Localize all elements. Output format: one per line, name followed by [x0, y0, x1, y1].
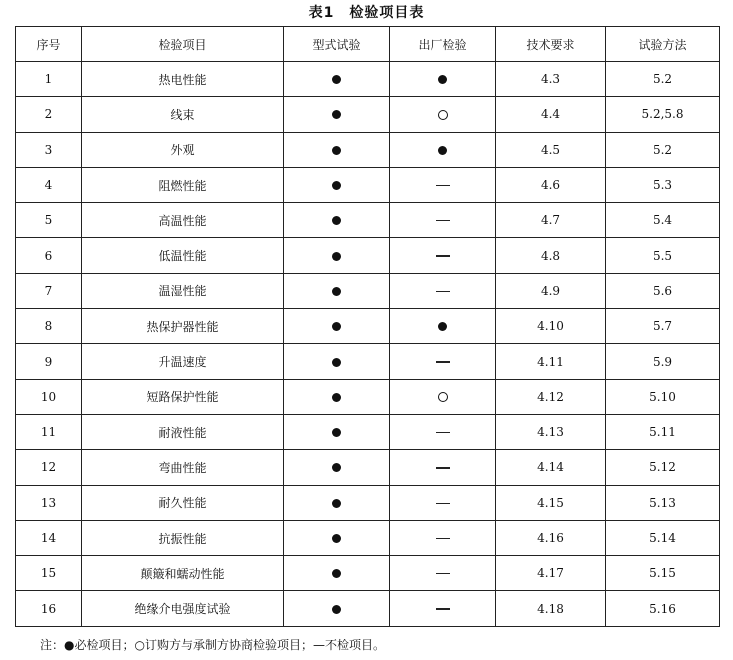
filled-circle-icon	[332, 358, 341, 367]
row-no: 10	[16, 379, 82, 414]
dash-icon	[436, 255, 450, 256]
row-factory-test	[390, 344, 496, 379]
row-factory-test	[390, 97, 496, 132]
filled-circle-icon	[332, 75, 341, 84]
row-type-test	[284, 62, 390, 97]
row-item: 弯曲性能	[82, 450, 284, 485]
table-row	[16, 132, 720, 167]
table-row	[16, 238, 720, 273]
filled-circle-icon	[332, 216, 341, 225]
row-no: 2	[16, 97, 82, 132]
table-row	[16, 414, 720, 449]
dash-icon	[436, 608, 450, 609]
dash-icon	[436, 220, 450, 221]
filled-circle-icon	[332, 146, 341, 155]
filled-circle-icon	[332, 181, 341, 190]
row-item: 温湿性能	[82, 273, 284, 308]
table-row	[16, 379, 720, 414]
row-no: 9	[16, 344, 82, 379]
table-row	[16, 97, 720, 132]
dash-icon	[436, 538, 450, 539]
row-type-test	[284, 203, 390, 238]
filled-circle-icon	[332, 393, 341, 402]
row-no: 4	[16, 167, 82, 202]
table-body	[16, 62, 720, 627]
filled-circle-icon	[332, 322, 341, 331]
header-tech-req: 技术要求	[496, 27, 606, 62]
filled-circle-icon	[332, 499, 341, 508]
dash-icon	[436, 361, 450, 362]
row-method: 5.11	[606, 414, 720, 449]
table-row	[16, 203, 720, 238]
row-no: 11	[16, 414, 82, 449]
row-type-test	[284, 414, 390, 449]
row-tech-req: 4.18	[496, 591, 606, 626]
row-method: 5.13	[606, 485, 720, 520]
filled-circle-icon	[332, 569, 341, 578]
row-type-test	[284, 450, 390, 485]
row-method: 5.15	[606, 556, 720, 591]
table-row	[16, 273, 720, 308]
row-factory-test	[390, 556, 496, 591]
row-no: 12	[16, 450, 82, 485]
table-row	[16, 556, 720, 591]
row-method: 5.7	[606, 309, 720, 344]
filled-circle-icon	[438, 75, 447, 84]
dash-icon	[436, 503, 450, 504]
row-type-test	[284, 591, 390, 626]
dash-icon	[436, 467, 450, 468]
table-title: 表1 检验项目表	[308, 5, 425, 21]
table-row	[16, 167, 720, 202]
filled-circle-icon	[332, 428, 341, 437]
row-item: 热保护器性能	[82, 309, 284, 344]
row-type-test	[284, 167, 390, 202]
row-method: 5.12	[606, 450, 720, 485]
table-row	[16, 591, 720, 626]
row-tech-req: 4.5	[496, 132, 606, 167]
row-tech-req: 4.13	[496, 414, 606, 449]
row-no: 15	[16, 556, 82, 591]
row-item: 线束	[82, 97, 284, 132]
row-no: 5	[16, 203, 82, 238]
row-method: 5.5	[606, 238, 720, 273]
row-type-test	[284, 520, 390, 555]
row-item: 热电性能	[82, 62, 284, 97]
dash-icon	[436, 573, 450, 574]
row-tech-req: 4.3	[496, 62, 606, 97]
row-type-test	[284, 379, 390, 414]
row-factory-test	[390, 62, 496, 97]
row-no: 8	[16, 309, 82, 344]
row-factory-test	[390, 167, 496, 202]
header-no: 序号	[16, 27, 82, 62]
row-item: 外观	[82, 132, 284, 167]
row-no: 1	[16, 62, 82, 97]
row-tech-req: 4.9	[496, 273, 606, 308]
row-tech-req: 4.16	[496, 520, 606, 555]
table-footnote: 注：●必检项目；○订购方与承制方协商检验项目；—不检项目。	[40, 638, 385, 652]
row-method: 5.2	[606, 132, 720, 167]
row-factory-test	[390, 520, 496, 555]
table-row	[16, 309, 720, 344]
dash-icon	[436, 291, 450, 292]
row-no: 16	[16, 591, 82, 626]
row-item: 短路保护性能	[82, 379, 284, 414]
filled-circle-icon	[332, 110, 341, 119]
dash-icon	[436, 185, 450, 186]
row-factory-test	[390, 238, 496, 273]
row-no: 7	[16, 273, 82, 308]
row-tech-req: 4.12	[496, 379, 606, 414]
filled-circle-icon	[332, 252, 341, 261]
row-factory-test	[390, 591, 496, 626]
row-tech-req: 4.17	[496, 556, 606, 591]
table-row	[16, 62, 720, 97]
header-item: 检验项目	[82, 27, 284, 62]
row-type-test	[284, 273, 390, 308]
header-type-test: 型式试验	[284, 27, 390, 62]
row-type-test	[284, 556, 390, 591]
row-factory-test	[390, 309, 496, 344]
row-factory-test	[390, 450, 496, 485]
row-factory-test	[390, 414, 496, 449]
row-tech-req: 4.11	[496, 344, 606, 379]
row-tech-req: 4.7	[496, 203, 606, 238]
row-factory-test	[390, 132, 496, 167]
row-tech-req: 4.15	[496, 485, 606, 520]
row-item: 抗振性能	[82, 520, 284, 555]
row-factory-test	[390, 273, 496, 308]
row-factory-test	[390, 203, 496, 238]
header-method: 试验方法	[606, 27, 720, 62]
filled-circle-icon	[332, 605, 341, 614]
row-method: 5.16	[606, 591, 720, 626]
row-item: 绝缘介电强度试验	[82, 591, 284, 626]
row-method: 5.14	[606, 520, 720, 555]
row-type-test	[284, 344, 390, 379]
row-item: 耐久性能	[82, 485, 284, 520]
table-header-row	[16, 27, 720, 62]
header-factory-test: 出厂检验	[390, 27, 496, 62]
row-method: 5.10	[606, 379, 720, 414]
row-type-test	[284, 132, 390, 167]
row-item: 阻燃性能	[82, 167, 284, 202]
row-factory-test	[390, 485, 496, 520]
row-item: 低温性能	[82, 238, 284, 273]
filled-circle-icon	[332, 287, 341, 296]
row-no: 14	[16, 520, 82, 555]
filled-circle-icon	[332, 463, 341, 472]
open-circle-icon	[438, 392, 448, 402]
row-method: 5.9	[606, 344, 720, 379]
row-item: 颠簸和蠕动性能	[82, 556, 284, 591]
table-row	[16, 520, 720, 555]
row-tech-req: 4.4	[496, 97, 606, 132]
row-tech-req: 4.8	[496, 238, 606, 273]
row-tech-req: 4.10	[496, 309, 606, 344]
row-item: 高温性能	[82, 203, 284, 238]
row-item: 耐液性能	[82, 414, 284, 449]
row-no: 6	[16, 238, 82, 273]
row-method: 5.6	[606, 273, 720, 308]
table-row	[16, 344, 720, 379]
row-type-test	[284, 97, 390, 132]
row-type-test	[284, 238, 390, 273]
row-no: 13	[16, 485, 82, 520]
filled-circle-icon	[332, 534, 341, 543]
row-method: 5.2	[606, 62, 720, 97]
row-tech-req: 4.6	[496, 167, 606, 202]
filled-circle-icon	[438, 322, 447, 331]
row-type-test	[284, 309, 390, 344]
inspection-items-table	[15, 26, 720, 627]
row-no: 3	[16, 132, 82, 167]
dash-icon	[436, 432, 450, 433]
row-type-test	[284, 485, 390, 520]
filled-circle-icon	[438, 146, 447, 155]
open-circle-icon	[438, 110, 448, 120]
table-row	[16, 450, 720, 485]
row-method: 5.3	[606, 167, 720, 202]
row-method: 5.2,5.8	[606, 97, 720, 132]
row-item: 升温速度	[82, 344, 284, 379]
row-tech-req: 4.14	[496, 450, 606, 485]
table-row	[16, 485, 720, 520]
row-factory-test	[390, 379, 496, 414]
row-method: 5.4	[606, 203, 720, 238]
